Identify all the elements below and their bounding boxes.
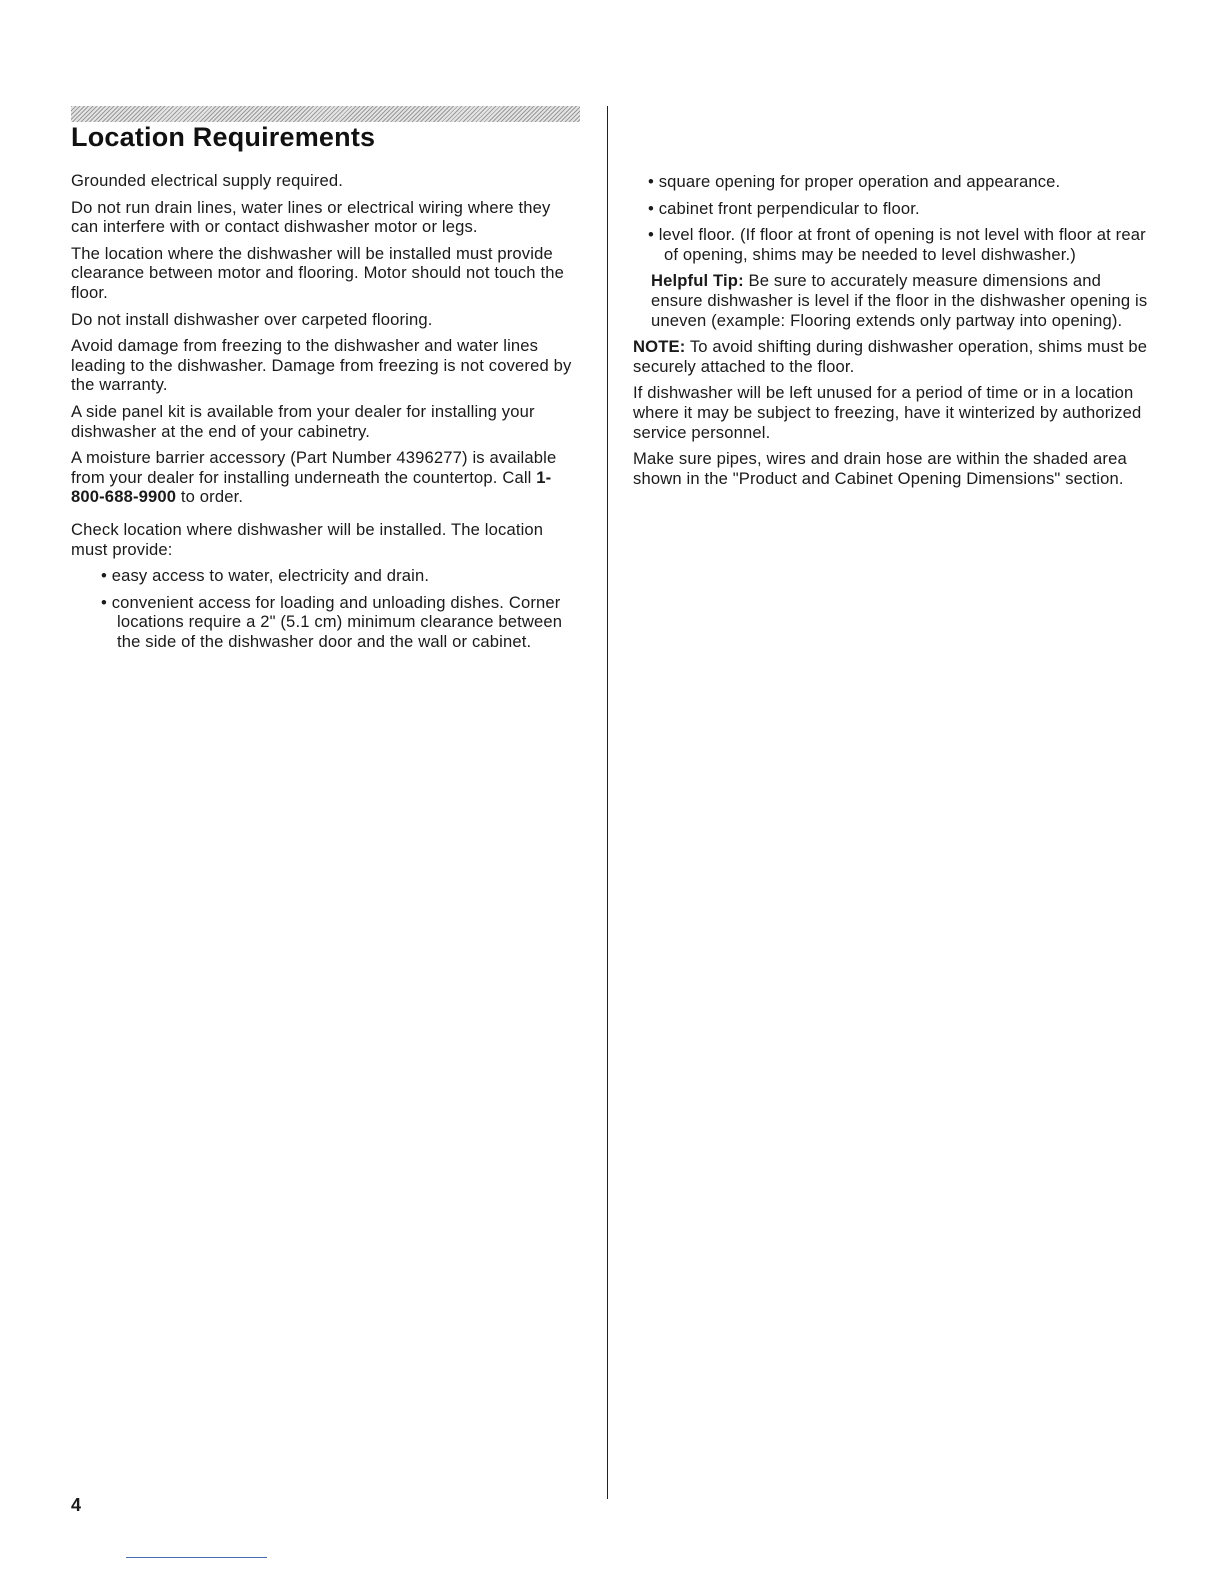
paragraph: Check location where dishwasher will be installed. The location must provide: <box>71 519 544 559</box>
helpful-tip <box>633 271 1148 330</box>
footer-rule <box>126 1557 267 1558</box>
list-item: • convenient access for loading and unloading dishes. Corner locations require a 2" (5.1 cm) minimum clearance between the side of the dishwasher door and the wall or cabinet. <box>101 592 563 651</box>
note-text: To avoid shifting during dishwasher operation, shims must be securely attached to the floor. <box>633 337 1148 376</box>
paragraph: Do not install dishwasher over carpeted flooring. <box>71 309 433 329</box>
paragraph: Make sure pipes, wires and drain hose are within the shaded area shown in the "Product and Cabinet Opening Dimensions" section. <box>633 449 1127 488</box>
page-number: 4 <box>71 1495 82 1515</box>
note-label: NOTE: <box>633 337 686 357</box>
paragraph: Avoid damage from freezing to the dishwasher and water lines leading to the dishwasher. Damage from freezing is not covered by the warranty. <box>71 336 572 395</box>
tip-label: Helpful Tip: <box>651 271 744 291</box>
paragraph-text: to order. <box>176 487 244 507</box>
section-title: Location Requirements <box>71 122 376 152</box>
paragraph: Grounded electrical supply required. <box>71 171 343 190</box>
paragraph: Do not run drain lines, water lines or electrical wiring where they can interfere with or contact dishwasher motor or legs. <box>71 197 551 237</box>
list-item: • level floor. (If floor at front of opening is not level with floor at rear of opening, shims may be needed to level dishwasher.) <box>648 225 1146 264</box>
right-column <box>633 172 1148 495</box>
column-divider <box>607 106 608 1499</box>
moisture-barrier-paragraph <box>71 448 581 507</box>
paragraph: The location where the dishwasher will be installed must provide clearance between motor and flooring. Motor should not touch the floor. <box>71 243 564 302</box>
tip-text: Be sure to accurately measure dimensions and ensure dishwasher is level if the floor in the dishwasher opening is uneven (example: Flooring extends only partway into opening). <box>651 271 1148 330</box>
paragraph: A side panel kit is available from your dealer for installing your dishwasher at the end of your cabinetry. <box>71 401 535 441</box>
note <box>633 337 1148 376</box>
paragraph-text: A moisture barrier accessory (Part Number 4396277) is available from your dealer for installing underneath the countertop. Call <box>71 448 557 487</box>
phone-number: 1-800-688-9900 <box>71 467 552 507</box>
heading-hatch-bar <box>71 106 580 122</box>
list-item: • easy access to water, electricity and drain. <box>101 566 430 586</box>
list-item: • cabinet front perpendicular to floor. <box>648 198 920 218</box>
left-column <box>71 171 581 658</box>
list-item: • square opening for proper operation and appearance. <box>648 172 1061 191</box>
paragraph: If dishwasher will be left unused for a period of time or in a location where it may be subject to freezing, have it winterized by authorized service personnel. <box>633 383 1142 442</box>
